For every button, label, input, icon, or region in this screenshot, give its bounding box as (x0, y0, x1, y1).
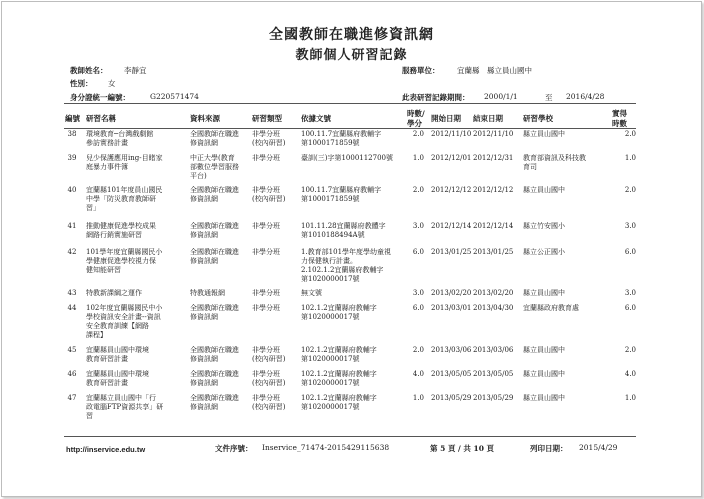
cell-no: 38 (67, 130, 77, 138)
header-hours-top: 時數/ (407, 109, 425, 118)
period-end: 2016/4/28 (566, 92, 605, 101)
cell-no: 45 (67, 346, 77, 354)
gender-value: 女 (108, 79, 116, 88)
unit-value: 宜蘭縣 縣立員山國中 (457, 66, 532, 75)
cell-type: 非學分班 (252, 222, 280, 230)
cell-school: 縣立竹安國小 (523, 222, 565, 230)
cell-name: 宜蘭縣員山國中環境 教育研習計畫 (86, 370, 149, 387)
cell-school: 縣立員山國中 (523, 370, 565, 378)
cell-name: 宜蘭縣員山國中環境 教育研習計畫 (86, 346, 149, 363)
footer-doc-label: 文件序號： (215, 444, 253, 453)
cell-no: 40 (67, 186, 77, 194)
cell-end: 2012/11/10 (473, 130, 514, 138)
cell-doc: 1.教育部101學年度學幼童視 力保健執行計畫。 2.102.1.2宜蘭縣府教輔字 第1020000017號 (301, 248, 392, 283)
cell-school: 縣立公正國小 (523, 248, 565, 256)
cell-doc: 102.1.2宜蘭縣府教輔字 第1020000017號 (301, 304, 377, 321)
cell-credit: 3.0 (624, 289, 636, 297)
period-start: 2000/1/1 (484, 92, 518, 101)
cell-type: 非學分班 (校內研習) (252, 346, 286, 363)
cell-credit: 3.0 (624, 222, 636, 230)
cell-credit: 6.0 (624, 248, 636, 256)
cell-source: 全國教師在職進 修資訊網 (190, 370, 239, 387)
cell-name: 環境教育─台灣戲劇館 參訪實務計畫 (86, 130, 154, 147)
table-bottom-rule (64, 436, 636, 437)
cell-credit: 4.0 (624, 370, 636, 378)
cell-end: 2013/05/29 (473, 394, 514, 402)
gender-label: 性別： (70, 79, 93, 88)
cell-type: 非學分班 (校內研習) (252, 370, 286, 387)
header-start: 開始日期 (431, 114, 461, 123)
header-bottom-rule (64, 128, 636, 129)
cell-doc: 102.1.2宜蘭縣府教輔字 第1020000017號 (301, 370, 377, 387)
cell-source: 中正大學(教育 部數位學習服務 平台) (190, 154, 239, 180)
header-source: 資料來源 (190, 114, 220, 123)
cell-source: 全國教師在職進 修資訊網 (190, 394, 239, 411)
cell-hours: 3.0 (412, 222, 424, 230)
cell-credit: 1.0 (624, 154, 636, 162)
cell-school: 縣立員山國中 (523, 346, 565, 354)
cell-start: 2012/12/14 (431, 222, 472, 230)
name-label: 教師姓名： (70, 66, 108, 75)
cell-end: 2013/05/05 (473, 370, 514, 378)
cell-source: 全國教師在職進 修資訊網 (190, 186, 239, 203)
footer-print-label: 列印日期： (530, 444, 568, 453)
cell-no: 43 (67, 289, 77, 297)
cell-name: 特教新課綱之運作 (86, 289, 142, 297)
teacher-name: 李靜宜 (124, 66, 147, 75)
header-hours-bottom: 學分 (407, 119, 422, 128)
header-doc: 依據文號 (301, 114, 331, 123)
report-title: 全國教師在職進修資訊網 (269, 27, 434, 43)
cell-start: 2013/03/06 (431, 346, 472, 354)
cell-name: 宜蘭縣101年度員山國民 中學「防災教育教師研 習」 (86, 186, 163, 212)
cell-school: 縣立員山國中 (523, 186, 565, 194)
cell-end: 2013/03/06 (473, 346, 514, 354)
cell-end: 2012/12/14 (473, 222, 514, 230)
period-label: 此表研習記錄期間： (402, 93, 470, 102)
unit-label: 服務單位： (402, 66, 440, 75)
footer-url[interactable]: http://inservice.edu.tw (66, 445, 146, 454)
cell-end: 2012/12/12 (473, 186, 514, 194)
header-no: 編號 (65, 114, 80, 123)
cell-doc: 100.11.7宜蘭縣府教輔字 第1000171859號 (301, 130, 382, 147)
cell-name: 101學年度宜蘭縣國民小 學健康促進學校視力保 健知能研習 (86, 248, 163, 274)
cell-start: 2012/11/10 (431, 130, 472, 138)
cell-doc: 臺訓(三)字第1000112700號 (301, 154, 393, 162)
cell-end: 2013/02/20 (473, 289, 514, 297)
cell-start: 2012/12/12 (431, 186, 472, 194)
id-value: G220571474 (150, 92, 199, 101)
cell-no: 47 (67, 394, 77, 402)
cell-source: 全國教師在職進 修資訊網 (190, 248, 239, 265)
cell-credit: 2.0 (624, 346, 636, 354)
cell-type: 非學分班 (252, 304, 280, 312)
cell-end: 2013/04/30 (473, 304, 514, 312)
cell-credit: 6.0 (624, 304, 636, 312)
cell-school: 縣立員山國中 (523, 130, 565, 138)
cell-type: 非學分班 (校內研習) (252, 130, 286, 147)
cell-start: 2013/05/29 (431, 394, 472, 402)
cell-hours: 1.0 (412, 394, 424, 402)
cell-no: 42 (67, 248, 77, 256)
cell-no: 46 (67, 370, 77, 378)
cell-source: 全國教師在職進 修資訊網 (190, 222, 239, 239)
cell-credit: 2.0 (624, 186, 636, 194)
cell-school: 縣立員山國中 (523, 394, 565, 402)
cell-name: 推動健康促進學校成果 網路行銷實施研習 (86, 222, 156, 239)
period-to: 至 (545, 93, 553, 102)
cell-no: 41 (67, 222, 77, 230)
cell-doc: 102.1.2宜蘭縣府教輔字 第1020000017號 (301, 346, 377, 363)
cell-hours: 2.0 (412, 346, 424, 354)
cell-start: 2013/02/20 (431, 289, 472, 297)
cell-no: 44 (67, 304, 77, 312)
cell-credit: 1.0 (624, 394, 636, 402)
cell-school: 宜蘭縣政府教育處 (523, 304, 579, 312)
cell-hours: 3.0 (412, 289, 424, 297)
cell-type: 非學分班 (校內研習) (252, 186, 286, 203)
cell-end: 2012/12/31 (473, 154, 514, 162)
cell-hours: 6.0 (412, 304, 424, 312)
id-label: 身分證統一編號： (70, 93, 130, 102)
cell-end: 2013/01/25 (473, 248, 514, 256)
report-page (1, 1, 702, 497)
cell-school: 教育部資訊及科技教 育司 (523, 154, 586, 171)
footer-print-date: 2015/4/29 (579, 443, 618, 452)
cell-start: 2013/05/05 (431, 370, 472, 378)
cell-type: 非學分班 (校內研習) (252, 394, 286, 411)
cell-hours: 4.0 (412, 370, 424, 378)
table-top-rule (64, 103, 636, 104)
cell-doc: 101.11.28宜蘭縣府教體字 第1010188494A號 (301, 222, 386, 239)
header-school: 研習學校 (523, 114, 553, 123)
cell-name: 102年度宜蘭縣國民中小 學校資訊安全計畫--資訊 安全教育訓練【網路 課程】 (86, 304, 163, 339)
cell-school: 縣立員山國中 (523, 289, 565, 297)
cell-name: 兒少保護應用ing-目睹家 庭暴力事件簿 (86, 154, 163, 171)
cell-hours: 2.0 (412, 130, 424, 138)
cell-source: 全國教師在職進 修資訊網 (190, 304, 239, 321)
cell-hours: 6.0 (412, 248, 424, 256)
header-credit-top: 實得 (612, 109, 627, 118)
cell-source: 特教通報網 (190, 289, 225, 297)
report-subtitle: 教師個人研習記錄 (295, 48, 408, 63)
cell-type: 非學分班 (252, 154, 280, 162)
cell-source: 全國教師在職進 修資訊網 (190, 130, 239, 147)
footer-doc-no: Inservice_71474-2015429115638 (262, 443, 390, 452)
header-name: 研習名稱 (86, 114, 116, 123)
cell-doc: 102.1.2宜蘭縣府教輔字 第1020000017號 (301, 394, 377, 411)
cell-start: 2013/01/25 (431, 248, 472, 256)
cell-source: 全國教師在職進 修資訊網 (190, 346, 239, 363)
cell-type: 非學分班 (252, 248, 280, 256)
cell-start: 2012/12/01 (431, 154, 472, 162)
cell-type: 非學分班 (252, 289, 280, 297)
cell-credit: 2.0 (624, 130, 636, 138)
cell-doc: 100.11.7宜蘭縣府教輔字 第1000171859號 (301, 186, 382, 203)
cell-hours: 2.0 (412, 186, 424, 194)
header-credit-bottom: 時數 (612, 119, 627, 128)
cell-no: 39 (67, 154, 77, 162)
cell-name: 宜蘭縣立員山國中「行 政電腦FTP資源共享」研 習 (86, 394, 164, 420)
cell-hours: 1.0 (412, 154, 424, 162)
header-type: 研習類型 (252, 114, 282, 123)
footer-page: 第 5 頁 / 共 10 頁 (430, 444, 495, 453)
cell-doc: 無文號 (301, 289, 322, 297)
header-end: 結束日期 (473, 114, 503, 123)
cell-start: 2013/03/01 (431, 304, 472, 312)
